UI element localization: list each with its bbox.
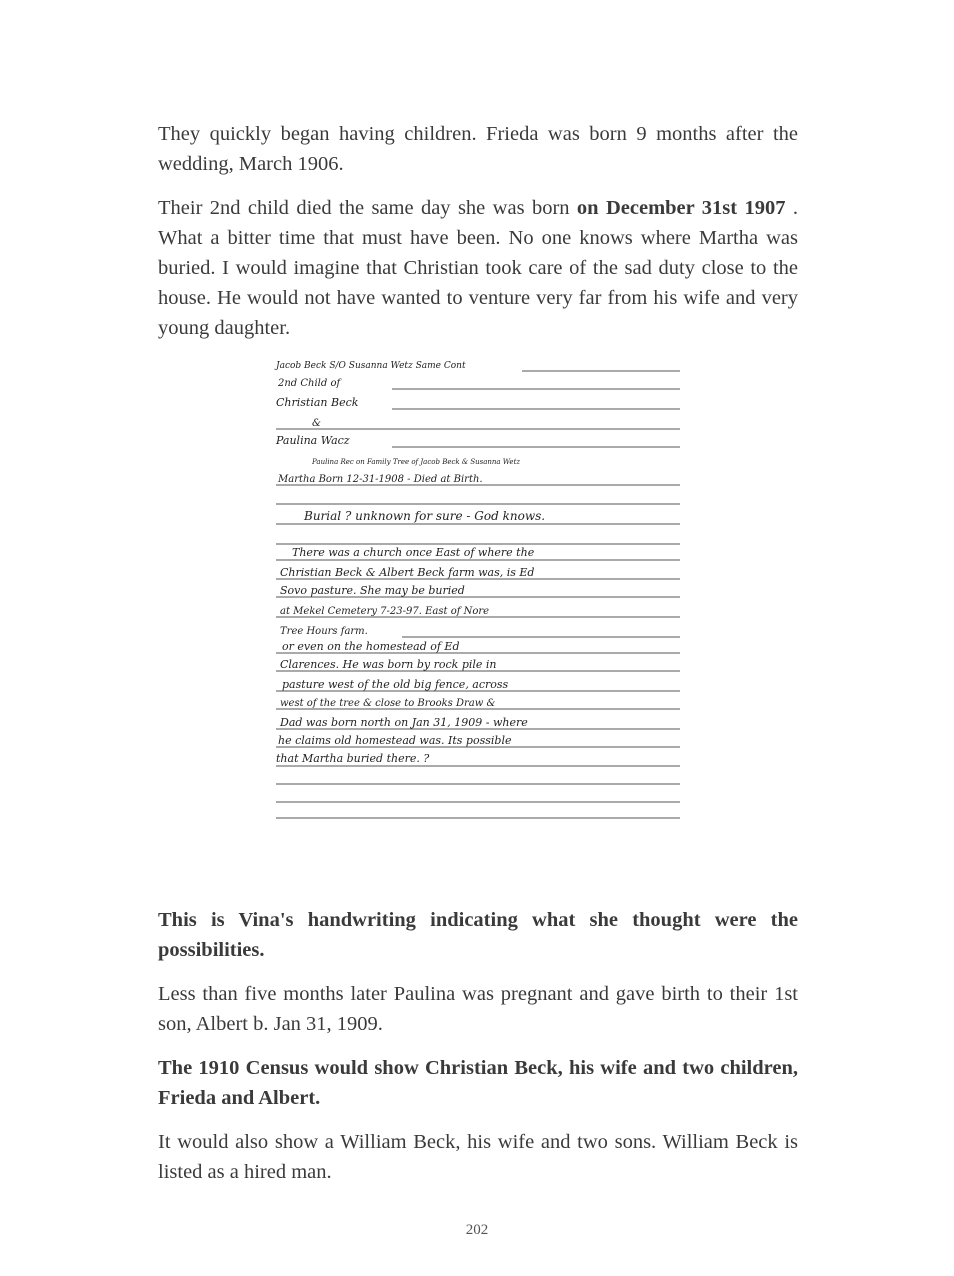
handwritten-line: There was a church once East of where the xyxy=(292,546,535,559)
martha-date: on December 31st 1907 xyxy=(576,197,786,219)
paragraph-albert: Less than five months later Paulina was pregnant and gave birth to their 1st son, Albert b. Jan 31, 1909. xyxy=(158,983,798,1035)
handwritten-line: Tree Hours farm. xyxy=(280,626,368,637)
paragraph-census: The 1910 Census would show Christian Beck, his wife and two children, Frieda and Albert. xyxy=(158,1057,798,1109)
paragraph-martha-start: Their 2nd child died the same day she was born xyxy=(158,197,577,219)
handwritten-line: Christian Beck xyxy=(276,396,359,409)
handwritten-line: & xyxy=(312,418,321,429)
handwritten-line: Dad was born north on Jan 31, 1909 - where xyxy=(280,716,528,729)
handwritten-note-image xyxy=(272,356,684,826)
handwritten-line: Burial ? unknown for sure - God knows. xyxy=(304,509,546,523)
handwritten-line: Jacob Beck S/O Susanna Wetz Same Cont xyxy=(276,361,466,371)
paragraph-children: They quickly began having children. Frieda was born 9 months after the wedding, March 1906. xyxy=(158,123,798,175)
handwritten-line: Martha Born 12-31-1908 - Died at Birth. xyxy=(278,474,483,485)
handwritten-line: Clarences. He was born by rock pile in xyxy=(280,658,497,671)
handwritten-line: or even on the homestead of Ed xyxy=(282,640,460,653)
handwritten-line: west of the tree & close to Brooks Draw & xyxy=(280,698,496,709)
paragraph-martha xyxy=(158,193,798,343)
handwritten-line: Christian Beck & Albert Beck farm was, is Ed xyxy=(280,566,535,579)
handwritten-line: pasture west of the old big fence, across xyxy=(282,678,509,691)
handwritten-line: Sovo pasture. She may be buried xyxy=(280,584,465,597)
image-caption: This is Vina's handwriting indicating what she thought were the possibilities. xyxy=(158,909,798,961)
paragraph-martha-end: . What a bitter time that must have been. No one knows where Martha was buried. I would imagine that Christian took care of the sad duty close to the house. He would not have wanted to venture very far from his wife and very young daughter. xyxy=(158,197,798,339)
handwritten-line: he claims old homestead was. Its possible xyxy=(278,734,512,747)
handwritten-line: that Martha buried there. ? xyxy=(276,752,430,765)
page-number: 202 xyxy=(465,1222,489,1238)
handwritten-line: Paulina Rec on Family Tree of Jacob Beck & Susanna Wetz xyxy=(312,458,521,466)
handwritten-line: at Mekel Cemetery 7-23-97. East of Nore xyxy=(280,606,490,617)
handwritten-line: 2nd Child of xyxy=(278,378,341,389)
handwritten-line: Paulina Wacz xyxy=(276,434,350,447)
paragraph-william: It would also show a William Beck, his wife and two sons. William Beck is listed as a hired man. xyxy=(158,1131,798,1183)
